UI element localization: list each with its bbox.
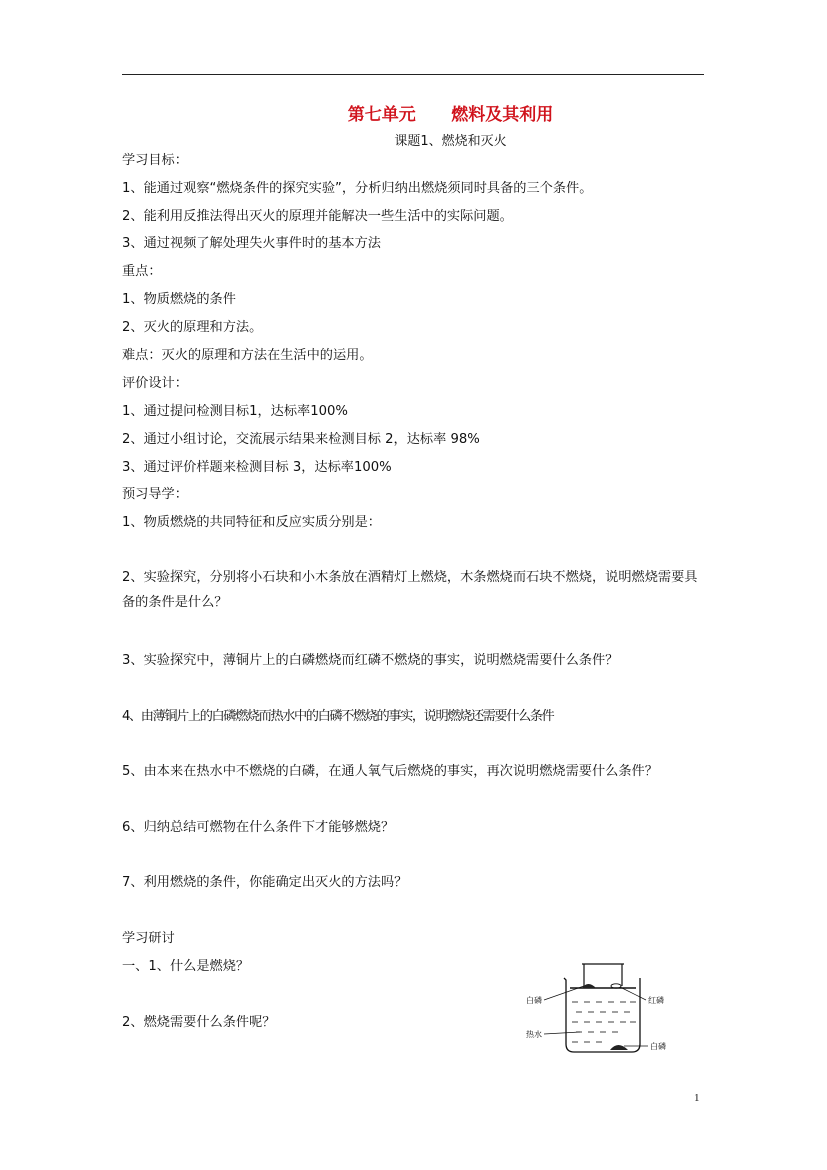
preview-question-1: 1、物质燃烧的共同特征和反应实质分别是： — [122, 515, 381, 530]
evaluation-1: 1、通过提问检测目标1，达标率100% — [122, 404, 348, 419]
lesson-subtitle: 课题1、燃烧和灭火 — [394, 134, 507, 149]
preview-question-7: 7、利用燃烧的条件，你能确定出灭火的方法吗？ — [122, 875, 408, 890]
section-objectives: 学习目标： — [122, 153, 188, 168]
hot-water — [572, 1002, 636, 1042]
preview-question-6: 6、归纳总结可燃物在什么条件下才能够燃烧？ — [122, 820, 395, 835]
preview-question-2: 2、实验探究，分别将小石块和小木条放在酒精灯上燃烧，木条燃烧而石块不燃烧，说明燃烧需要具备的条件是什么？ — [122, 570, 698, 610]
section-evaluation: 评价设计： — [122, 376, 188, 391]
objective-1: 1、能通过观察“燃烧条件的探究实验”，分析归纳出燃烧须同时具备的三个条件。 — [122, 181, 593, 196]
evaluation-2: 2、通过小组讨论，交流展示结果来检测目标 2，达标率 98% — [122, 432, 480, 447]
study-question-1: 一、1、什么是燃烧？ — [122, 959, 250, 974]
objective-2: 2、能利用反推法得出灭火的原理并能解决一些生活中的实际问题。 — [122, 209, 513, 224]
difficulty: 难点：灭火的原理和方法在生活中的运用。 — [122, 348, 373, 363]
preview-question-3: 3、实验探究中，薄铜片上的白磷燃烧而红磷不燃烧的事实，说明燃烧需要什么条件？ — [122, 653, 619, 668]
key-point-1: 1、物质燃烧的条件 — [122, 292, 236, 307]
section-preview: 预习导学： — [122, 487, 188, 502]
objective-3: 3、通过视频了解处理失火事件时的基本方法 — [122, 236, 381, 251]
unit-title: 第七单元 燃料及其利用 — [347, 105, 554, 125]
preview-question-4: 4、由薄铜片上的白磷燃烧而热水中的白磷不燃烧的事实，说明燃烧还需要什么条件 — [122, 709, 554, 724]
label-white-phosphorus-top: 白磷 — [526, 996, 542, 1005]
label-white-phosphorus-bottom: 白磷 — [650, 1042, 666, 1051]
combustion-experiment-figure — [524, 960, 674, 1060]
page-number: 1 — [694, 1092, 700, 1104]
label-red-phosphorus: 红磷 — [648, 996, 664, 1005]
header-rule — [122, 74, 704, 75]
section-key-points: 重点： — [122, 264, 162, 279]
section-study: 学习研讨 — [122, 931, 175, 946]
study-question-2: 2、燃烧需要什么条件呢？ — [122, 1015, 276, 1030]
evaluation-3: 3、通过评价样题来检测目标 3，达标率100% — [122, 460, 392, 475]
key-point-2: 2、灭火的原理和方法。 — [122, 320, 263, 335]
label-hot-water: 热水 — [526, 1030, 542, 1039]
preview-question-5: 5、由本来在热水中不燃烧的白磷，在通人氧气后燃烧的事实，再次说明燃烧需要什么条件？ — [122, 764, 658, 779]
